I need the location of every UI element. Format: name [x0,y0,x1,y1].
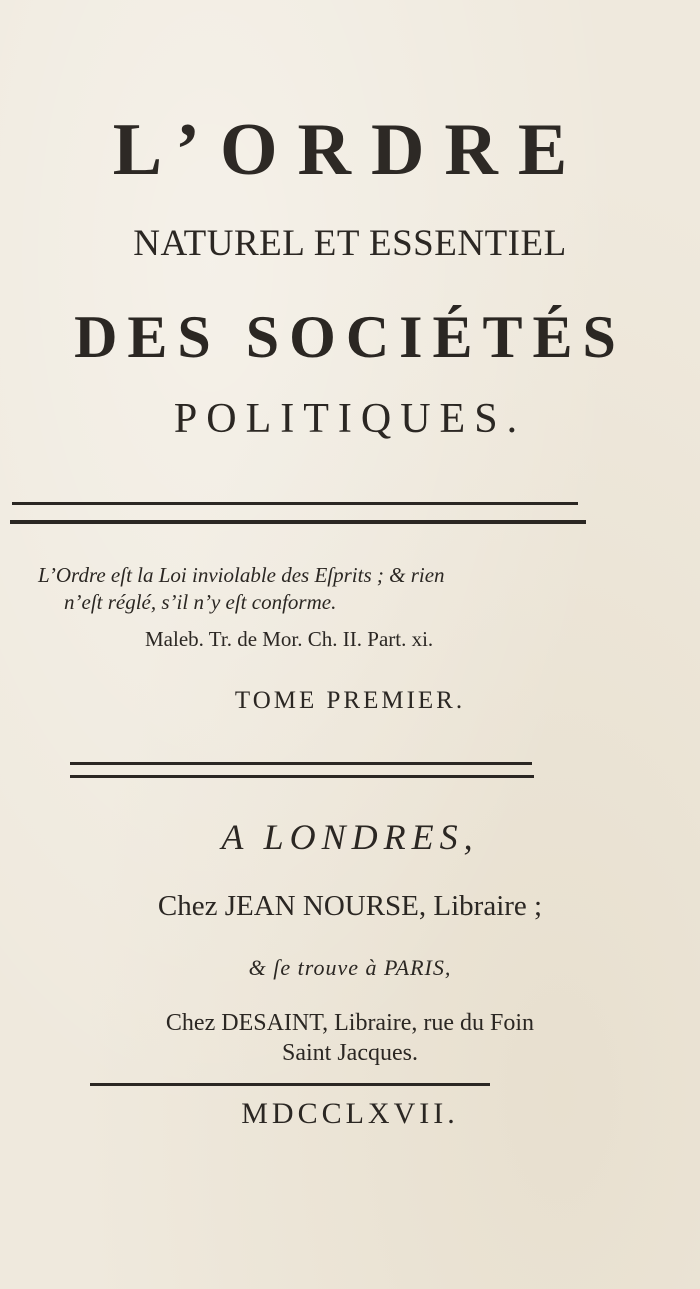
epigraph-citation: Maleb. Tr. de Mor. Ch. II. Part. xi. [145,627,434,651]
epigraph-line-2: n’eſt réglé, s’il n’y eſt conforme. [64,590,337,614]
imprint-date: MDCCLXVII. [241,1097,459,1130]
title-line-naturel: NATUREL ET ESSENTIEL [133,223,567,264]
imprint-publisher: Chez JEAN NOURSE, Libraire ; [157,890,543,922]
imprint-seller-line-1: Chez DESAINT, Libraire, rue du Foin [165,1010,535,1036]
imprint-seller-line-2: Saint Jacques. [282,1040,418,1066]
title-line-politiques: POLITIQUES. [173,396,527,442]
double-rule-top-lower [10,520,586,524]
title-line-societes: DES SOCIÉTÉS [74,304,626,370]
double-rule-middle-lower [70,775,534,778]
imprint-city: A LONDRES, [221,817,479,857]
title-line-ordre: L’ORDRE [112,109,588,191]
imprint-also-sold: & ſe trouve à PARIS, [248,955,452,980]
double-rule-top-upper [12,502,578,505]
double-rule-middle-upper [70,762,532,765]
rule-bottom [90,1083,490,1086]
epigraph-line-1: L’Ordre eſt la Loi inviolable des Eſprits ; & rien [38,563,445,587]
volume-label: TOME PREMIER. [234,687,466,714]
